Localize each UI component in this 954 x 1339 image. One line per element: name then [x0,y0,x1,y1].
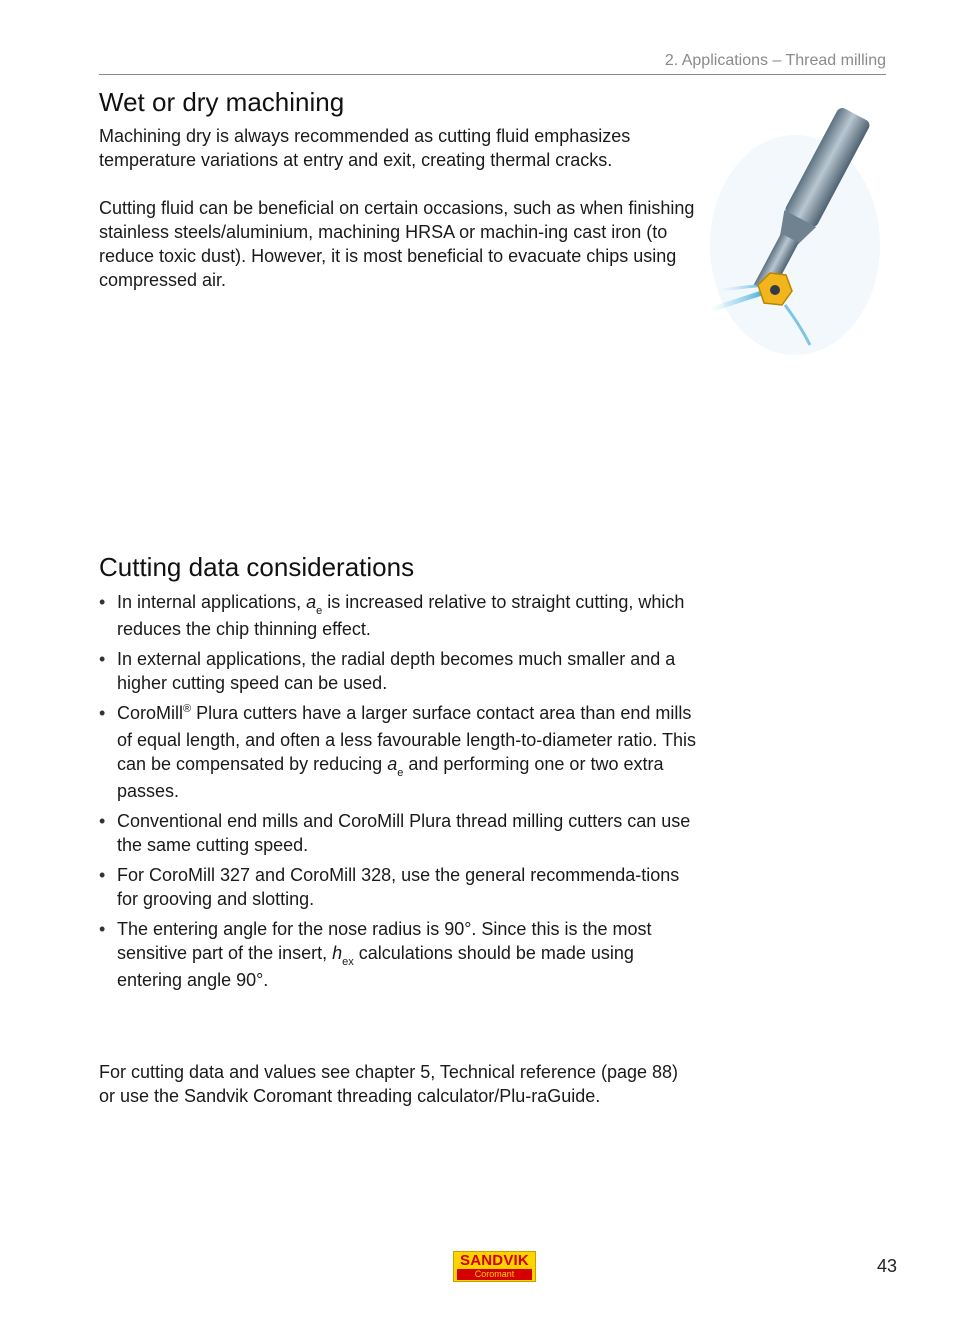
wet-dry-paragraph-2: Cutting fluid can be beneficial on certain occasions, such as when finishing stainless steels/aluminium, machining HRSA or machin-ing cast iron (to reduce toxic dust). However, it is most beneficial to evacuate chips using compressed air. [99,198,695,290]
list-item: • In external applications, the radial depth becomes much smaller and a higher cutting speed can be used. [99,649,676,693]
running-head: 2. Applications – Thread milling [664,52,886,69]
bullet-icon: • [99,703,106,723]
logo-brand-text: SANDVIK [460,1252,529,1269]
list-item: • For CoroMill 327 and CoroMill 328, use the general recommenda-tions for grooving and slotting. [99,865,680,909]
list-item: • The entering angle for the nose radius is 90°. Since this is the most sensitive part of the insert, $h_{ex}$ calculations should be made using entering angle 90°. [99,919,652,990]
thread-milling-tool-illustration [700,105,890,355]
bullet-icon: • [99,865,106,885]
page-number: 43 [877,1256,898,1276]
header-rule [99,74,886,75]
cutting-data-reference-paragraph: For cutting data and values see chapter 5, Technical reference (page 88) or use the Sandvik Coromant threading calculator/Plu-raGuide. [99,1062,679,1106]
list-item: • CoroMill® Plura cutters have a larger surface contact area than end mills of equal length, and often a less favourable length-to-diameter ratio. This can be compensated by reducing $a_e$ and performing one or two extra passes. [99,703,697,801]
section-title-wet-dry: Wet or dry machining [99,87,345,117]
list-item: • Conventional end mills and CoroMill Plura thread milling cutters can use the same cutting speed. [99,811,691,855]
bullet-icon: • [99,649,106,669]
bullet-icon: • [99,919,106,939]
logo-sub-text: Coromant [457,1269,532,1280]
section-title-cutting-data: Cutting data considerations [99,552,415,582]
sandvik-coromant-logo [453,1251,536,1282]
cutting-data-list [99,590,699,998]
bullet-icon: • [99,592,106,612]
wet-dry-paragraph-1: Machining dry is always recommended as cutting fluid emphasizes temperature variations at entry and exit, creating thermal cracks. [99,126,631,170]
bullet-icon: • [99,811,106,831]
list-item: • In internal applications, $a_e$ is increased relative to straight cutting, which reduces the chip thinning effect. [99,592,685,639]
